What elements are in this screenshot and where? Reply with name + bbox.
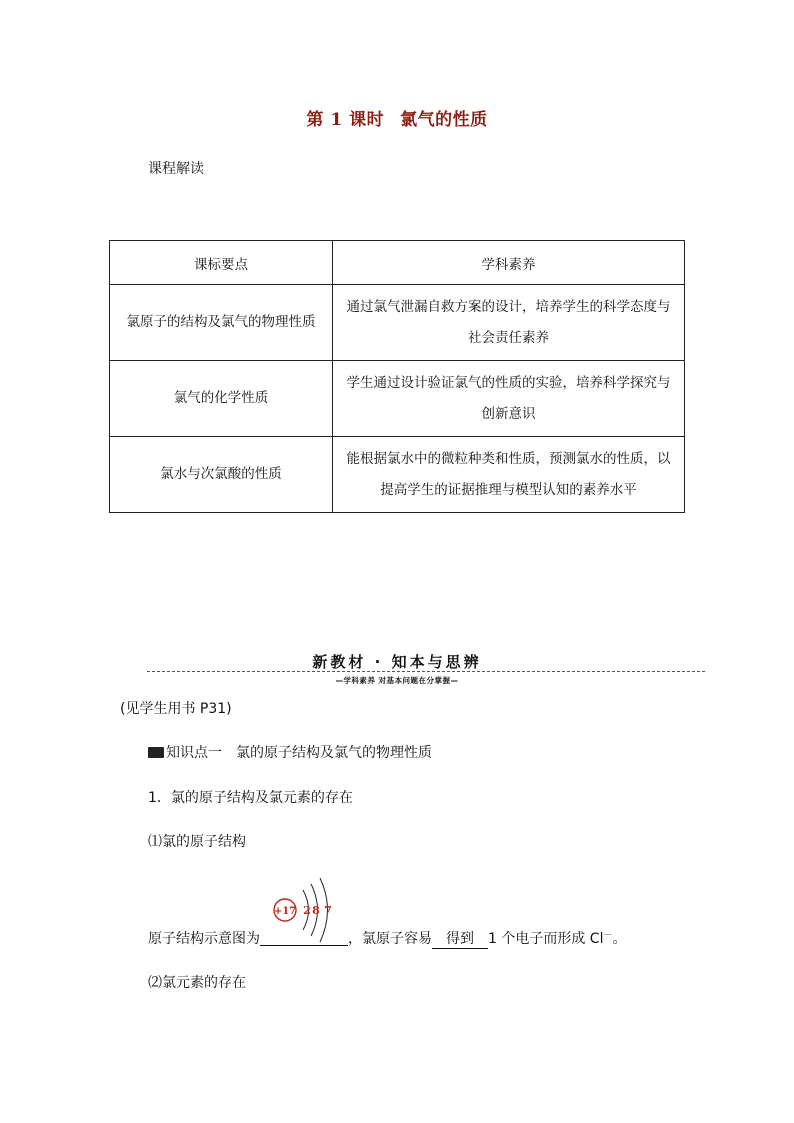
knowledge-point-heading: 知识点一 氯的原子结构及氯气的物理性质: [148, 742, 432, 762]
section-label: 课程解读: [148, 161, 204, 177]
lesson-topic: 氯气的性质: [400, 110, 488, 130]
answer-blank-diagram: [260, 930, 348, 946]
table-cell-point: 氯原子的结构及氯气的物理性质: [110, 285, 333, 361]
table-cell-point: 氯水与次氯酸的性质: [110, 437, 333, 513]
book-reference: (见学生用书 P31): [120, 701, 232, 717]
banner-subtitle: —学科素养 对基本问题在分掌握—: [335, 676, 459, 685]
lesson-title: [0, 105, 794, 130]
item-heading: 1．氯的原子结构及氯元素的存在: [148, 790, 353, 806]
table-cell-literacy: 能根据氯水中的微粒种类和性质，预测氯水的性质，以 提高学生的证据推理与模型认知的素养水平: [333, 437, 685, 513]
ion-charge: －: [603, 931, 613, 941]
header-cell: 课标要点: [110, 241, 333, 285]
table-cell-literacy: 学生通过设计验证氯气的性质的实验，培养科学探究与 创新意识: [333, 361, 685, 437]
answer-blank-gain: 得到: [432, 928, 488, 949]
subitem-heading: ⑴氯的原子结构: [148, 834, 246, 850]
banner-title: 新教材 · 知本与思辨: [312, 653, 482, 671]
atom-structure-sentence: 原子结构示意图为 ，氯原子容易 得到 1 个电子而形成 Cl－。: [148, 928, 627, 949]
shell-electron-count: 2: [303, 904, 311, 917]
table-header-row: [110, 241, 685, 285]
table-row: [110, 361, 685, 437]
shell-electron-count: 7: [324, 904, 332, 917]
table-cell-literacy: 通过氯气泄漏自救方案的设计，培养学生的科学态度与 社会责任素养: [333, 285, 685, 361]
header-cell: 学科素养: [333, 241, 685, 285]
atom-nucleus-label: +17: [273, 906, 297, 917]
subitem-heading: ⑵氯元素的存在: [148, 975, 246, 991]
table-cell-point: 氯气的化学性质: [110, 361, 333, 437]
table-row: [110, 437, 685, 513]
lesson-number: 第 1 课时: [306, 110, 385, 130]
banner-divider: [147, 671, 705, 672]
table-row: [110, 285, 685, 361]
shell-electron-count: 8: [312, 904, 320, 917]
curriculum-table: [109, 240, 685, 513]
knowledge-icon: [148, 747, 164, 758]
